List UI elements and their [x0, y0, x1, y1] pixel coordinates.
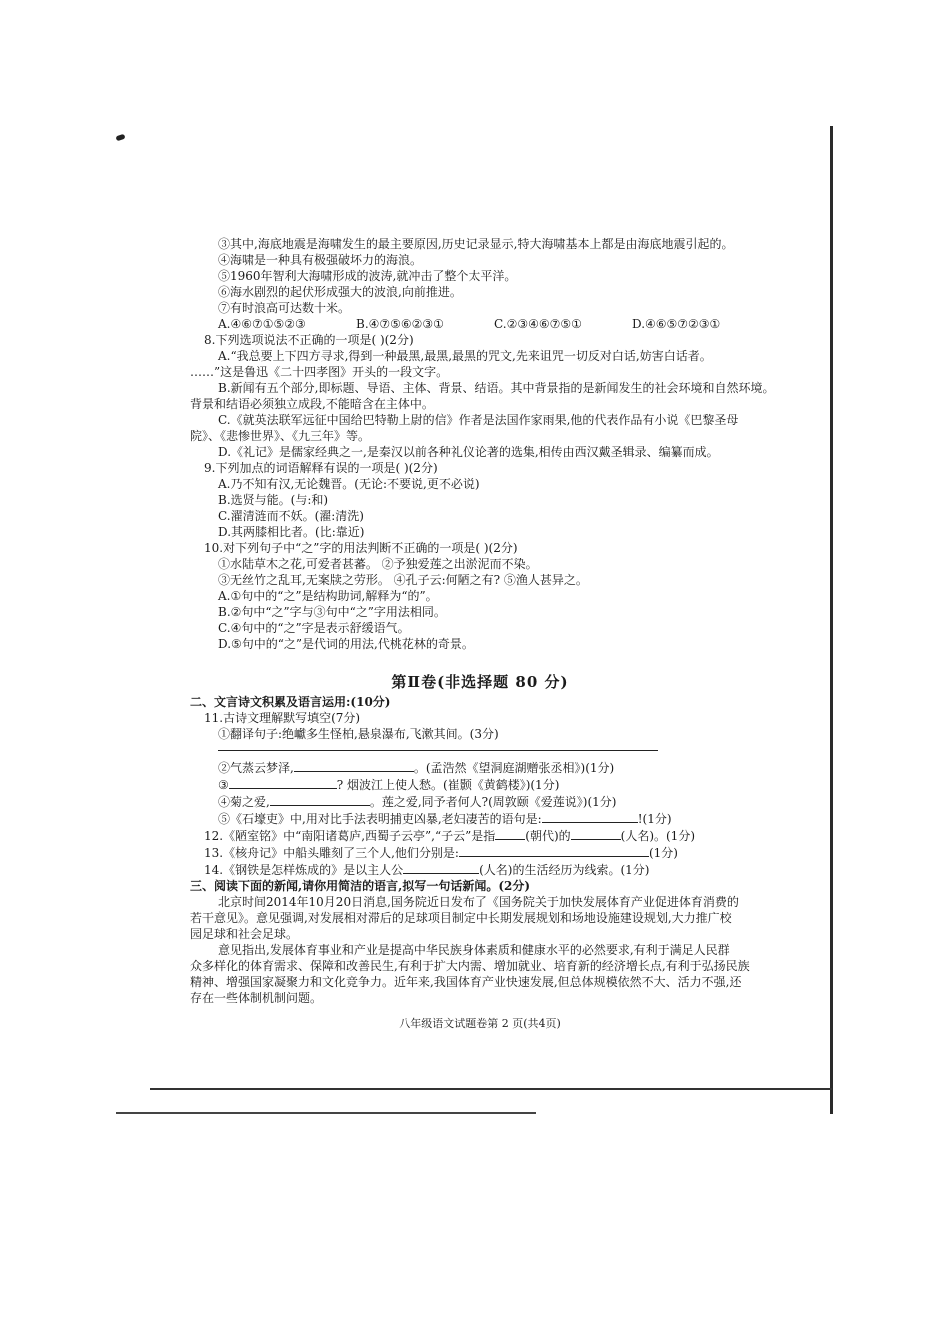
part3-heading: 三、阅读下面的新闻,请你用简洁的语言,拟写一句话新闻。(2分) — [190, 879, 531, 893]
q10-option-c: C.④句中的“之”字是表示舒缓语气。 — [218, 621, 410, 635]
q14: 14.《钢铁是怎样炼成的》是以主人公 (人名)的生活经历为线索。(1分) — [204, 863, 650, 877]
q11-item-2: ②气蒸云梦泽, 。(孟浩然《望洞庭湖赠张丞相》)(1分) — [218, 761, 615, 775]
q10-stem: 10.对下列句子中“之”字的用法判断不正确的一项是( )(2分) — [204, 541, 518, 555]
scan-mark — [115, 134, 125, 142]
q8-option-a-cont: ……”这是鲁迅《二十四孝图》开头的一段文字。 — [190, 365, 449, 379]
page-footer: 八年级语文试题卷第 2 页(共4页) — [399, 1017, 561, 1030]
q10-sentences-1: ①水陆草木之花,可爱者甚蕃。 ②予独爱莲之出淤泥而不染。 — [218, 557, 538, 571]
q11-item-5: ⑤《石壕吏》中,用对比手法表明捕吏凶暴,老妇凄苦的语句是: !(1分) — [218, 812, 672, 826]
q10-option-a: A.①句中的“之”是结构助词,解释为“的”。 — [218, 589, 438, 603]
section-title: 第Ⅱ卷(非选择题 80 分) — [391, 673, 569, 691]
q13: 13.《核舟记》中船头雕刻了三个人,他们分别是: (1分) — [204, 846, 678, 860]
text-line: ⑦有时浪高可达数十米。 — [218, 301, 351, 315]
q9-stem: 9.下列加点的词语解释有误的一项是( )(2分) — [204, 461, 438, 475]
bottom-rule — [150, 1088, 832, 1090]
q8-option-c-cont: 院》、《悲惨世界》、《九三年》等。 — [190, 429, 371, 443]
blank — [571, 827, 621, 840]
news-paragraph-2: 意见指出,发展体育事业和产业是提高中华民族身体素质和健康水平的必然要求,有利于满足人民群 — [218, 943, 730, 957]
news-paragraph-2-cont: 存在一些体制机制问题。 — [190, 991, 323, 1005]
q8-option-d: D.《礼记》是儒家经典之一,是秦汉以前各种礼仪论著的选集,相传由西汉戴圣辑录、编纂而成。 — [218, 445, 719, 459]
blank — [459, 844, 649, 857]
news-paragraph-2-cont: 精神、增强国家凝聚力和文化竞争力。近年来,我国体育产业快速发展,但总体规模依然不大、活力不强,还 — [190, 975, 742, 989]
q8-option-c: C.《就英法联军远征中国给巴特勒上尉的信》作者是法国作家雨果,他的代表作品有小说《巴黎圣母 — [218, 413, 739, 427]
news-paragraph-2-cont: 众多样化的体育需求、保障和改善民生,有利于扩大内需、增加就业、培育新的经济增长点,有利于弘扬民族 — [190, 959, 750, 973]
q8-option-b: B.新闻有五个部分,即标题、导语、主体、背景、结语。其中背景指的是新闻发生的社会环境和自然环境。 — [218, 381, 775, 395]
q7-option-c: C.②③④⑥⑦⑤① — [494, 317, 582, 331]
news-paragraph-1-cont: 园足球和社会足球。 — [190, 927, 299, 941]
q11-stem: 11.古诗文理解默写填空(7分) — [204, 711, 361, 725]
q8-stem: 8.下列选项说法不正确的一项是( )(2分) — [204, 333, 414, 347]
blank — [270, 793, 370, 806]
page-edge-line — [830, 126, 833, 1114]
q9-option-d: D.其两膝相比者。(比:靠近) — [218, 525, 365, 539]
text-line: ④海啸是一种具有极强破坏力的海浪。 — [218, 253, 423, 267]
blank — [495, 827, 525, 840]
q12: 12.《陋室铭》中“南阳诸葛庐,西蜀子云亭”,“子云”是指 (朝代)的 (人名)。(1分) — [204, 829, 696, 843]
q11-item-1: ①翻译句子:绝巘多生怪柏,悬泉瀑布,飞漱其间。(3分) — [218, 727, 499, 741]
q8-option-b-cont: 背景和结语必须独立成段,不能暗含在主体中。 — [190, 397, 434, 411]
q7-option-b: B.④⑦⑤⑥②③① — [356, 317, 444, 331]
text-line: ⑥海水剧烈的起伏形成强大的波浪,向前推进。 — [218, 285, 462, 299]
q11-item-3: ③ ? 烟波江上使人愁。(崔颢《黄鹤楼》)(1分) — [218, 778, 560, 792]
blank — [229, 776, 337, 789]
part2-heading: 二、文言诗文积累及语言运用:(10分) — [190, 695, 391, 709]
q11-item-4: ④菊之爱, 。莲之爱,同予者何人?(周敦颐《爱莲说》)(1分) — [218, 795, 617, 809]
news-paragraph-1: 北京时间2014年10月20日消息,国务院近日发布了《国务院关于加快发展体育产业促进体育消费的 — [218, 895, 739, 909]
q7-option-a: A.④⑥⑦①⑤②③ — [218, 317, 306, 331]
q9-option-a: A.乃不知有汉,无论魏晋。(无论:不要说,更不必说) — [218, 477, 480, 491]
answer-line — [218, 742, 658, 751]
bottom-rule-lower — [116, 1112, 536, 1114]
q9-option-c: C.濯清涟而不妖。(濯:清洗) — [218, 509, 364, 523]
q10-sentences-2: ③无丝竹之乱耳,无案牍之劳形。 ④孔子云:何陋之有? ⑤渔人甚异之。 — [218, 573, 588, 587]
blank — [294, 759, 414, 772]
q10-option-d: D.⑤句中的“之”是代词的用法,代桃花林的奇景。 — [218, 637, 474, 651]
text-line: ⑤1960年智利大海啸形成的波涛,就冲击了整个太平洋。 — [218, 269, 517, 283]
blank — [403, 861, 479, 874]
q7-options — [190, 316, 770, 332]
q10-option-b: B.②句中“之”字与③句中“之”字用法相同。 — [218, 605, 446, 619]
q7-option-d: D.④⑥⑤⑦②③① — [632, 317, 721, 331]
exam-page-content — [190, 236, 775, 1032]
blank — [542, 810, 638, 823]
q9-option-b: B.选贤与能。(与:和) — [218, 493, 329, 507]
news-paragraph-1-cont: 若干意见》。意见强调,对发展相对滞后的足球项目制定中长期发展规划和场地设施建设规划,大力推广校 — [190, 911, 732, 925]
q8-option-a: A.“我总要上下四方寻求,得到一种最黑,最黑,最黑的咒文,先来诅咒一切反对白话,妨害白话者。 — [218, 349, 712, 363]
text-line: ③其中,海底地震是海啸发生的最主要原因,历史记录显示,特大海啸基本上都是由海底地震引起的。 — [218, 237, 734, 251]
